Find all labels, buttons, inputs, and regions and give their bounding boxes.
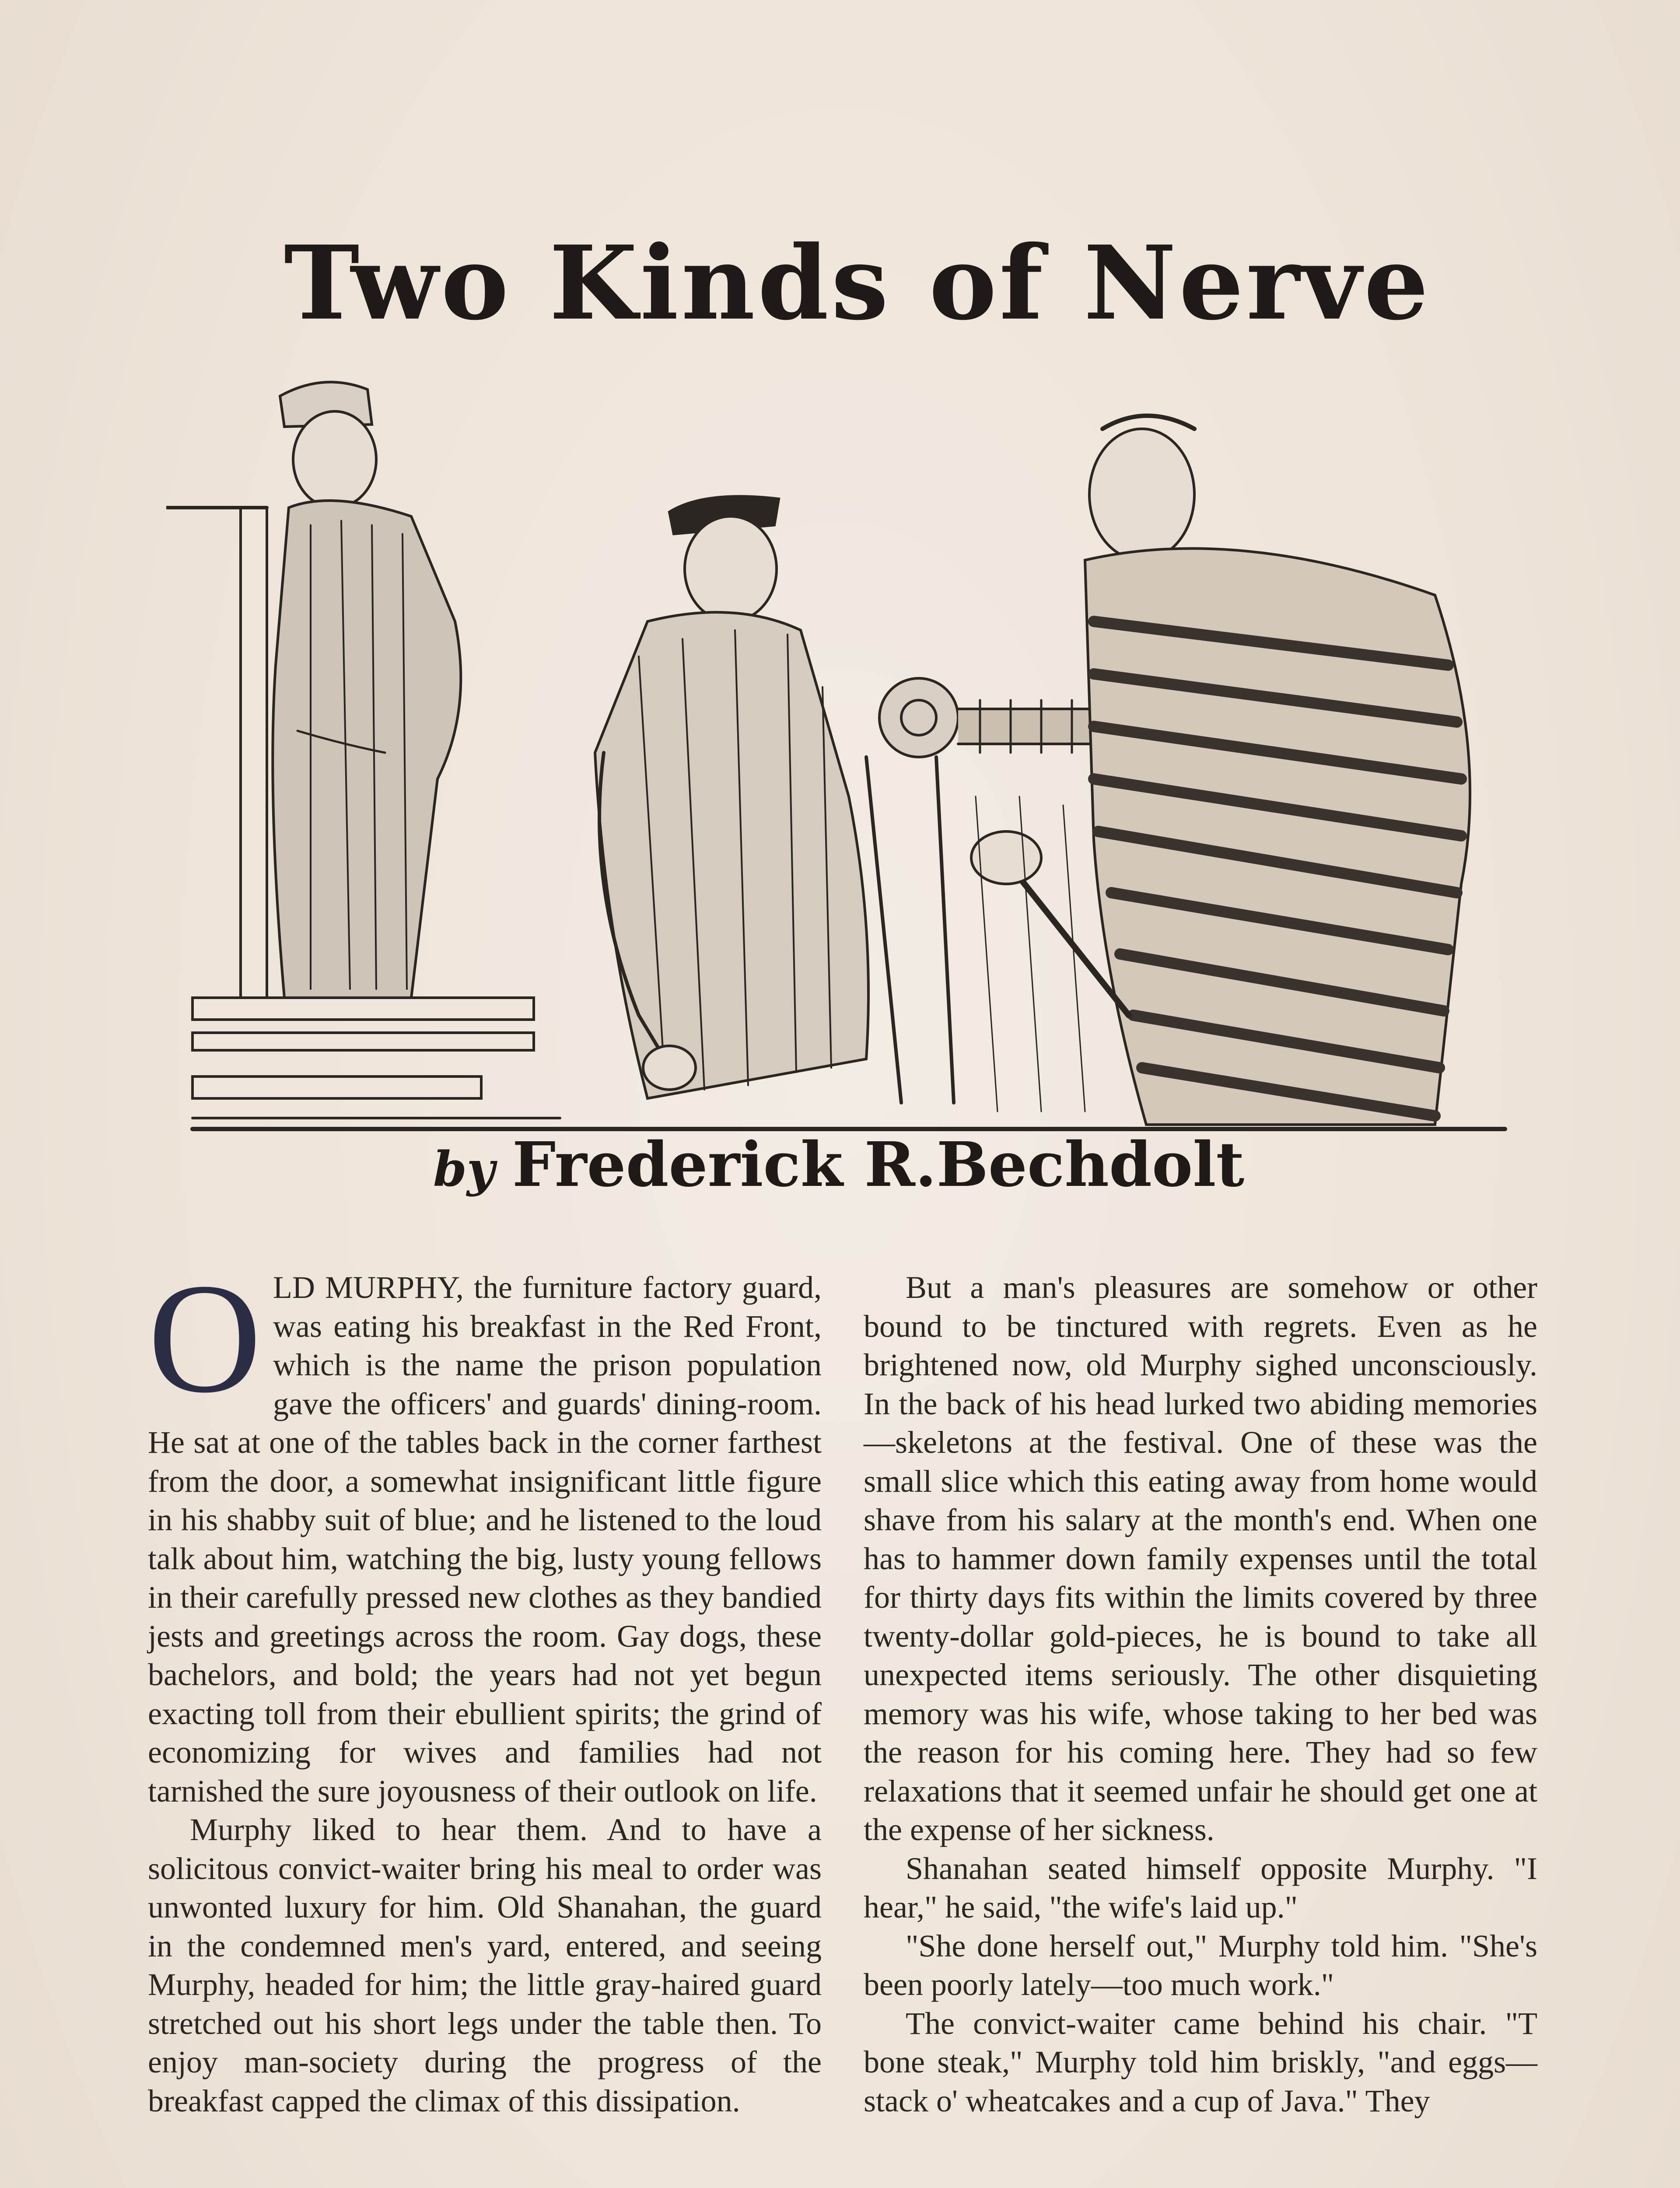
paragraph-text: LD MURPHY, the furniture factory guard, was eating his breakfast in the Red Front, which is the name the prison population gave the officers' and guards' dining-room. He sat at one of the tables back in the corner farthest from the door, a somewhat insignificant little figure in his shabby suit of blue; and he listened to the loud talk about him, watching the big, lusty young fellows in their carefully pressed new clothes as they bandied jests and greetings across the room. Gay dogs, these bachelors, and bold; the years had not yet begun exacting toll from their ebullient spirits; the grind of economizing for wives and families had not tarnished the sure joyousness of their outlook on life. bbox=[148, 1270, 822, 1809]
story-column-right bbox=[864, 1268, 1537, 2120]
byline bbox=[433, 1129, 1396, 1201]
author-name: Frederick R.Bechdolt bbox=[512, 1129, 1245, 1201]
story-title: Two Kinds of Nerve bbox=[284, 223, 1432, 343]
story-paragraph bbox=[148, 1251, 822, 1810]
byline-by: by bbox=[433, 1141, 495, 1197]
story-paragraph: The convict-waiter came behind his chair. "T bone steak," Murphy told him briskly, "and eggs—stack o' wheatcakes and a cup of Java." They bbox=[864, 2006, 1537, 2118]
prison-scene-illustration-icon bbox=[166, 382, 1505, 1129]
story-paragraph: Shanahan seated himself opposite Murphy. "I hear," he said, "the wife's laid up." bbox=[864, 1851, 1537, 1925]
illustration bbox=[166, 315, 1522, 1138]
story-paragraph: But a man's pleasures are somehow or other bound to be tinctured with regrets. Even as he brightened now, old Murphy sighed unconsciously. In the back of his head lurked two abiding memories—skeletons at the festival. One of these was the small slice which this eating away from home would shave from his salary at the month's end. When one has to hammer down family expenses until the total for thirty days fits within the limits covered by three twenty-dollar gold-pieces, he is bound to take all unexpected items seriously. The other disquieting memory was his wife, whose taking to her bed was the reason for his coming here. They had so few relaxations that it seemed unfair he should get one at the expense of her sickness. bbox=[864, 1270, 1537, 1847]
story-paragraph: Murphy liked to hear them. And to have a solicitous convict-waiter bring his meal to order was unwonted luxury for him. Old Shanahan, the guard in the condemned men's yard, entered, and seeing Murphy, headed for him; the little gray-haired guard stretched out his short legs under the table then. To enjoy man-society during the progress of the breakfast capped the climax of this dissipation. bbox=[148, 1812, 822, 2118]
drop-cap: O bbox=[148, 1251, 262, 1425]
story-column-left bbox=[148, 1251, 822, 2120]
story-paragraph: "She done herself out," Murphy told him. "She's been poorly lately—too much work." bbox=[864, 1928, 1537, 2002]
